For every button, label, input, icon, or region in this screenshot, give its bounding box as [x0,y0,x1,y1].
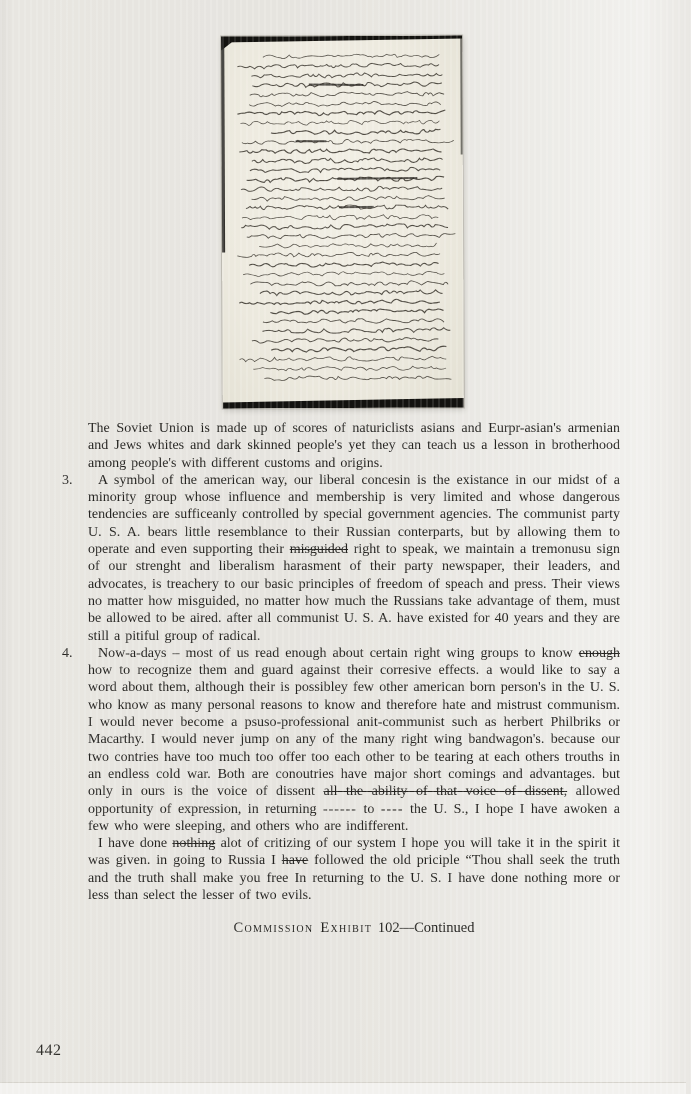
page-bottom-edge [0,1082,686,1094]
paragraph-number: 3. [62,472,73,488]
handwriting-svg [226,43,458,398]
paragraph: 4. Now-a-days – most of us read enough about certain right wing groups to know enough how to recognize them and guard against their corresive effects. a would like to say a word about them, although their is possibley few other american born person's in the U. S. who know as many personal reasons to know and therefore hate and mistrust communism. I would never become a psuso-professional anit-communist such as herbert Philbriks or Macarthy. I would never jump on any of the many right wing bandwagon's. because our two contries have too much too offer too each other to be tearing at each others trouths in an endless cold war. Both are conoutries have major short comings and advantages. but only in ours is the voice of dissent all the ability of that voice of dissent, allowed opportunity of expression, in returning ------ to ---- the U. S., I hope I have awoken a few who were sleeping, and others who are indifferent. [62,645,621,834]
blank-line: ---- [380,801,404,817]
photo-edge-left [221,37,225,253]
paragraph: I have done nothing alot of critizing of our system I hope you will take it in the spirit it was given. in going to Russia I have followed the old priciple “Thou shall seek the truth and the truth shall make you free In returning to the U. S. I have done nothing more or less than select the lesser of two evils. [88,836,620,904]
struck-text: enough [578,645,620,661]
blank-line: ------ [322,801,357,817]
typed-text [62,420,621,938]
exhibit-caption: Commission Exhibit 102—Continued [233,920,475,937]
paragraph-number: 4. [62,645,73,661]
exhibit-caption-title: Commission Exhibit [233,920,373,937]
paragraph: 3. A symbol of the american way, our liberal concesin is the existance in our midst of a minority group whose influence and membership is very limited and whose dangerous tendencies are sufficeanly controlled by special government agencies. The communist party U. S. A. bears little resemblance to their Russian conterparts, but by allowing them to operate and even supporting their misguided right to speak, we maintain a tremonusu sign of our strenght and liberalism harasment of their party newspaper, their leaders, and advocates, is treachery to our basic principles of freedom of speach and press. Their views no matter how misguided, no matter how much the Russians take advantage of them, must be allowed to be aired. after all communist U. S. A. have existed for 40 years and they are still a pitiful group of radical. [62,472,620,644]
struck-text: have [281,853,309,869]
struck-text: all the ability of that voice of dissent, [323,784,568,800]
handwritten-letter-photo [221,35,464,408]
photo-edge-right [460,35,463,154]
struck-text: misguided [289,542,349,558]
photo-edge-bottom [223,397,464,408]
struck-text: nothing [172,836,216,852]
paragraph: The Soviet Union is made up of scores of naturiclists asians and Eurpr-asian's armenian and Jews whites and dark skinned people's yet they can teach us a lesson in brotherhood among people's with different customs and origins. [88,421,620,471]
photo-edge-top [221,35,462,42]
page-number: 442 [36,1042,62,1059]
